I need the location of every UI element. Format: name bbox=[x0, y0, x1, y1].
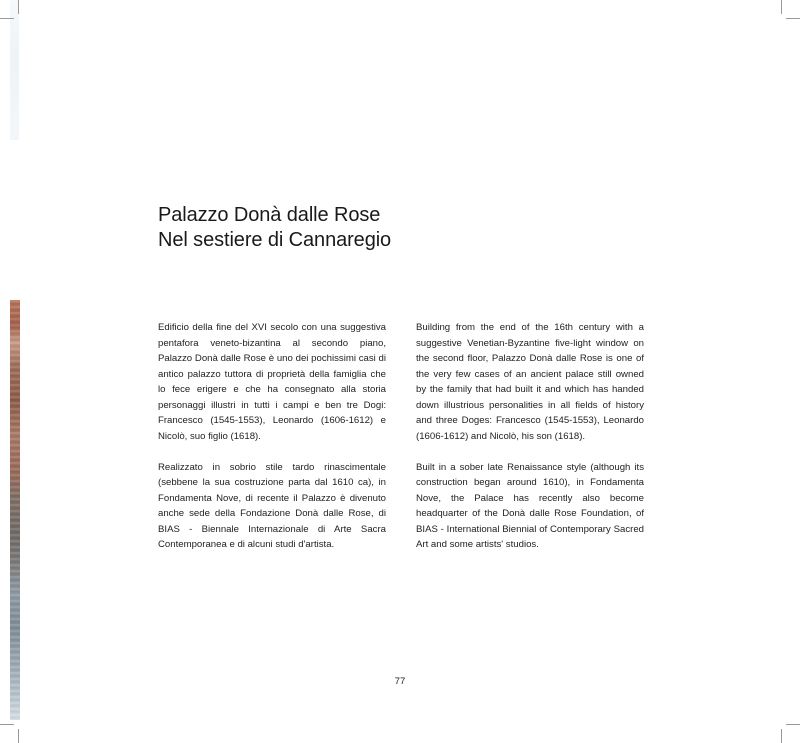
facing-page-photo-edge-top bbox=[10, 0, 19, 140]
crop-mark-top-left-vertical bbox=[18, 0, 19, 14]
english-text-column bbox=[416, 320, 644, 568]
english-paragraph-2: Built in a sober late Renaissance style (although its construction began around 1610), in Fondamenta Nove, the Palace has recently also become headquarter of the Donà dalle Rose Foundation, of BIAS - International Biennial of Contemporary Sacred Art and some artists' studios. bbox=[416, 461, 644, 550]
italian-paragraph-1: Edificio della fine del XVI secolo con una suggestiva pentafora veneto-bizantina al secondo piano, Palazzo Donà dalle Rose è uno dei pochissimi casi di antico palazzo tuttora di proprietà della famiglia che lo fece erigere e che ha consegnato alla storia personaggi illustri in tutti i campi e ben tre Dogi: Francesco (1545-1553), Leonardo (1606-1612) e Nicolò, suo figlio (1618). bbox=[158, 322, 386, 442]
title-line-1: Palazzo Donà dalle Rose bbox=[158, 204, 381, 226]
crop-mark-top-right-vertical bbox=[781, 0, 782, 14]
english-paragraph-1: Building from the end of the 16th century with a suggestive Venetian-Byzantine five-light window on the second floor, Palazzo Donà dalle Rose is one of the very few cases of an ancient palace still owned by the family that had built it and which has handed down illustrious personalities in all fields of history and three Doges: Francesco (1545-1553), Leonardo (1606-1612) and Nicolò, his son (1618). bbox=[416, 322, 644, 442]
crop-mark-top-right bbox=[786, 18, 800, 19]
crop-mark-bottom-left bbox=[0, 724, 14, 725]
crop-mark-top-left bbox=[0, 18, 14, 19]
page-number: 77 bbox=[394, 676, 406, 687]
page-title bbox=[158, 203, 391, 253]
italian-text-column bbox=[158, 320, 386, 568]
title-line-2: Nel sestiere di Cannaregio bbox=[158, 229, 392, 251]
crop-mark-bottom-right bbox=[786, 724, 800, 725]
crop-mark-bottom-right-vertical bbox=[781, 729, 782, 743]
italian-paragraph-2: Realizzato in sobrio stile tardo rinascimentale (sebbene la sua costruzione parta dal 1610 ca), in Fondamenta Nove, di recente il Palazzo è divenuto anche sede della Fondazione Donà dalle Rose, di BIAS - Biennale Internazionale di Arte Sacra Contemporanea e di alcuni studi d'artista. bbox=[158, 461, 386, 550]
facing-page-photo-edge bbox=[10, 300, 20, 720]
crop-mark-bottom-left-vertical bbox=[18, 729, 19, 743]
